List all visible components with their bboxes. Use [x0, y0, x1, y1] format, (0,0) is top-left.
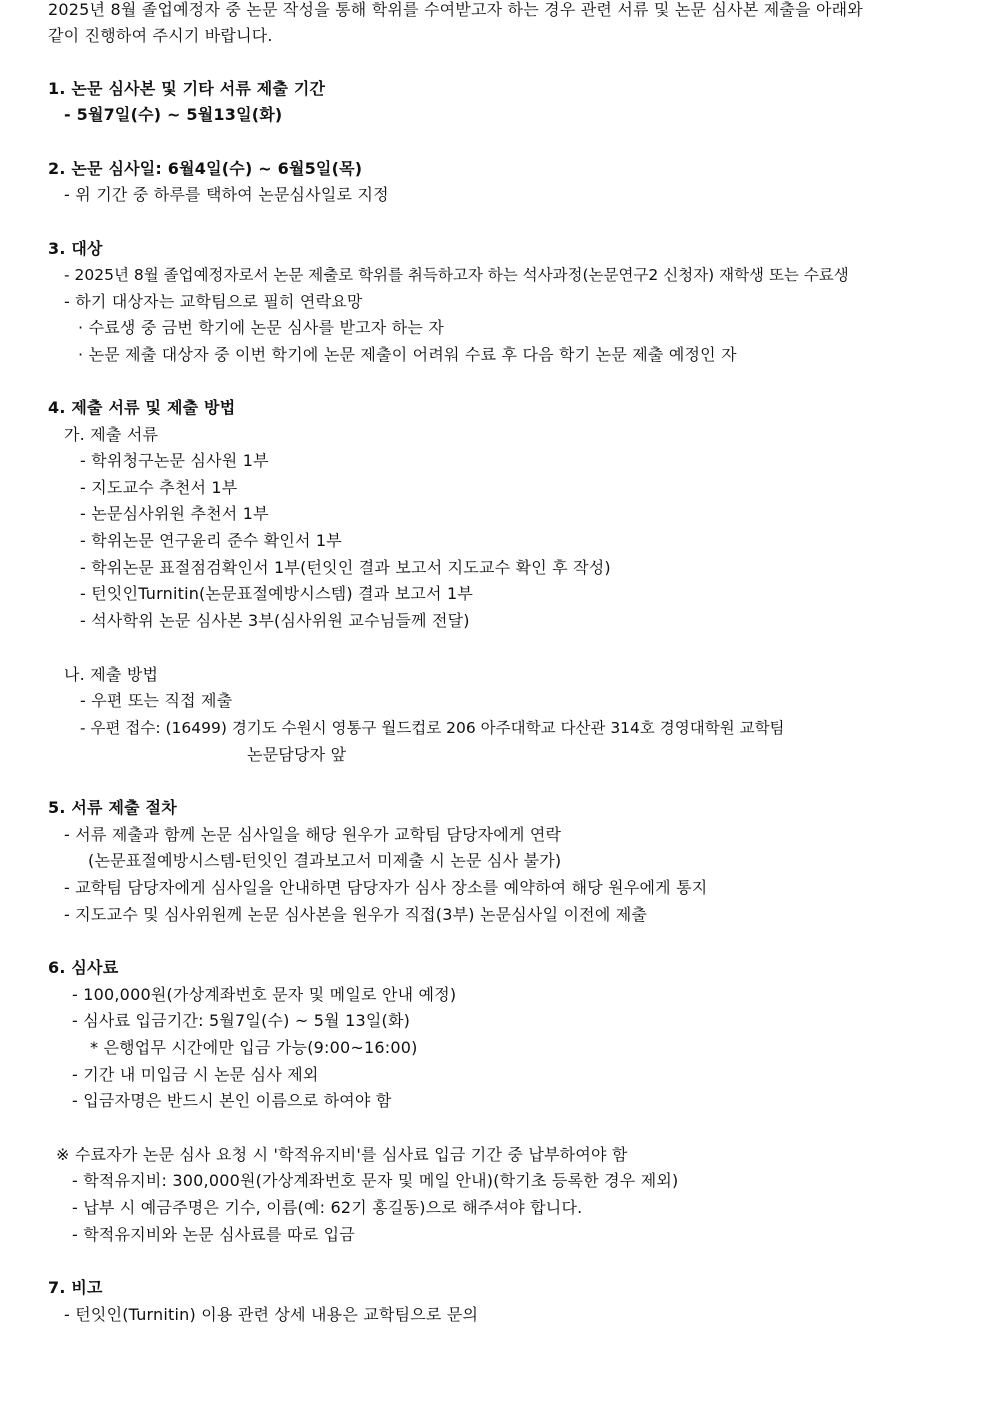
section-3-item-2: - 하기 대상자는 교학팀으로 필히 연락요망	[64, 292, 363, 311]
section-4-sub-a: 가. 제출 서류	[64, 425, 159, 444]
section-6-item-1: - 100,000원(가상계좌번호 문자 및 메일로 안내 예정)	[72, 985, 457, 1004]
section-6-item-4: - 입금자명은 반드시 본인 이름으로 하여야 함	[72, 1091, 392, 1110]
section-6-item-3: - 기간 내 미입금 시 논문 심사 제외	[72, 1065, 319, 1084]
doc-item-5: - 학위논문 표절점검확인서 1부(턴잇인 결과 보고서 지도교수 확인 후 작성)	[80, 558, 611, 577]
section-4-sub-b: 나. 제출 방법	[64, 665, 159, 684]
section-6-item-2: - 심사료 입금기간: 5월7일(수) ~ 5월 13일(화)	[72, 1011, 411, 1030]
section-4-title: 4. 제출 서류 및 제출 방법	[48, 398, 236, 417]
section-3-item-1: - 2025년 8월 졸업예정자로서 논문 제출로 학위를 취득하고자 하는 석사과정(논문연구2 신청자) 재학생 또는 수료생	[64, 266, 849, 284]
section-6-bank-hours-note: * 은행업무 시간에만 입금 가능(9:00~16:00)	[90, 1038, 418, 1057]
section-7-item: - 턴잇인(Turnitin) 이용 관련 상세 내용은 교학팀으로 문의	[64, 1305, 479, 1324]
section-7-title: 7. 비고	[48, 1278, 103, 1297]
doc-item-3: - 논문심사위원 추천서 1부	[80, 504, 269, 523]
maintenance-fee-item-3: - 학적유지비와 논문 심사료를 따로 입금	[72, 1225, 355, 1244]
maintenance-fee-item-2: - 납부 시 예금주명은 기수, 이름(예: 62기 홍길동)으로 해주셔야 합니다.	[72, 1198, 583, 1217]
doc-item-7: - 석사학위 논문 심사본 3부(심사위원 교수님들께 전달)	[80, 611, 470, 630]
section-5-item-3: - 지도교수 및 심사위원께 논문 심사본을 원우가 직접(3부) 논문심사일 이전에 제출	[64, 905, 648, 924]
doc-item-2: - 지도교수 추천서 1부	[80, 478, 238, 497]
intro-line-1: 2025년 8월 졸업예정자 중 논문 작성을 통해 학위를 수여받고자 하는 경우 관련 서류 및 논문 심사본 제출을 아래와	[48, 0, 863, 19]
method-item-1: - 우편 또는 직접 제출	[80, 691, 233, 710]
section-3-subitem-1: · 수료생 중 금번 학기에 논문 심사를 받고자 하는 자	[78, 318, 444, 337]
section-2-item: - 위 기간 중 하루를 택하여 논문심사일로 지정	[64, 185, 389, 204]
section-5-item-2: - 교학팀 담당자에게 심사일을 안내하면 담당자가 심사 장소를 예약하여 해당 원우에게 통지	[64, 878, 708, 897]
section-5-item-1-note: (논문표절예방시스템-턴잇인 결과보고서 미제출 시 논문 심사 불가)	[88, 851, 562, 870]
maintenance-fee-item-1: - 학적유지비: 300,000원(가상계좌번호 문자 및 메일 안내)(학기초 등록한 경우 제외)	[72, 1171, 679, 1190]
section-1-period: - 5월7일(수) ~ 5월13일(화)	[64, 105, 283, 124]
section-6-title: 6. 심사료	[48, 958, 119, 977]
section-5-item-1: - 서류 제출과 함께 논문 심사일을 해당 원우가 교학팀 담당자에게 연락	[64, 825, 562, 844]
section-3-subitem-2: · 논문 제출 대상자 중 이번 학기에 논문 제출이 어려워 수료 후 다음 학기 논문 제출 예정인 자	[78, 345, 737, 364]
section-1-title: 1. 논문 심사본 및 기타 서류 제출 기간	[48, 79, 326, 98]
maintenance-fee-note-title: ※ 수료자가 논문 심사 요청 시 '학적유지비'를 심사료 입금 기간 중 납부하여야 함	[56, 1145, 628, 1164]
section-5-title: 5. 서류 제출 절차	[48, 798, 177, 817]
doc-item-6: - 턴잇인Turnitin(논문표절예방시스템) 결과 보고서 1부	[80, 584, 474, 603]
doc-item-4: - 학위논문 연구윤리 준수 확인서 1부	[80, 531, 342, 550]
section-3-title: 3. 대상	[48, 239, 103, 258]
method-item-2-recipient: 논문담당자 앞	[247, 745, 347, 764]
intro-line-2: 같이 진행하여 주시기 바랍니다.	[48, 26, 273, 45]
doc-item-1: - 학위청구논문 심사원 1부	[80, 451, 269, 470]
section-2-title: 2. 논문 심사일: 6월4일(수) ~ 6월5일(목)	[48, 159, 363, 178]
method-item-2: - 우편 접수: (16499) 경기도 수원시 영통구 월드컵로 206 아주대학교 다산관 314호 경영대학원 교학팀	[80, 719, 785, 737]
